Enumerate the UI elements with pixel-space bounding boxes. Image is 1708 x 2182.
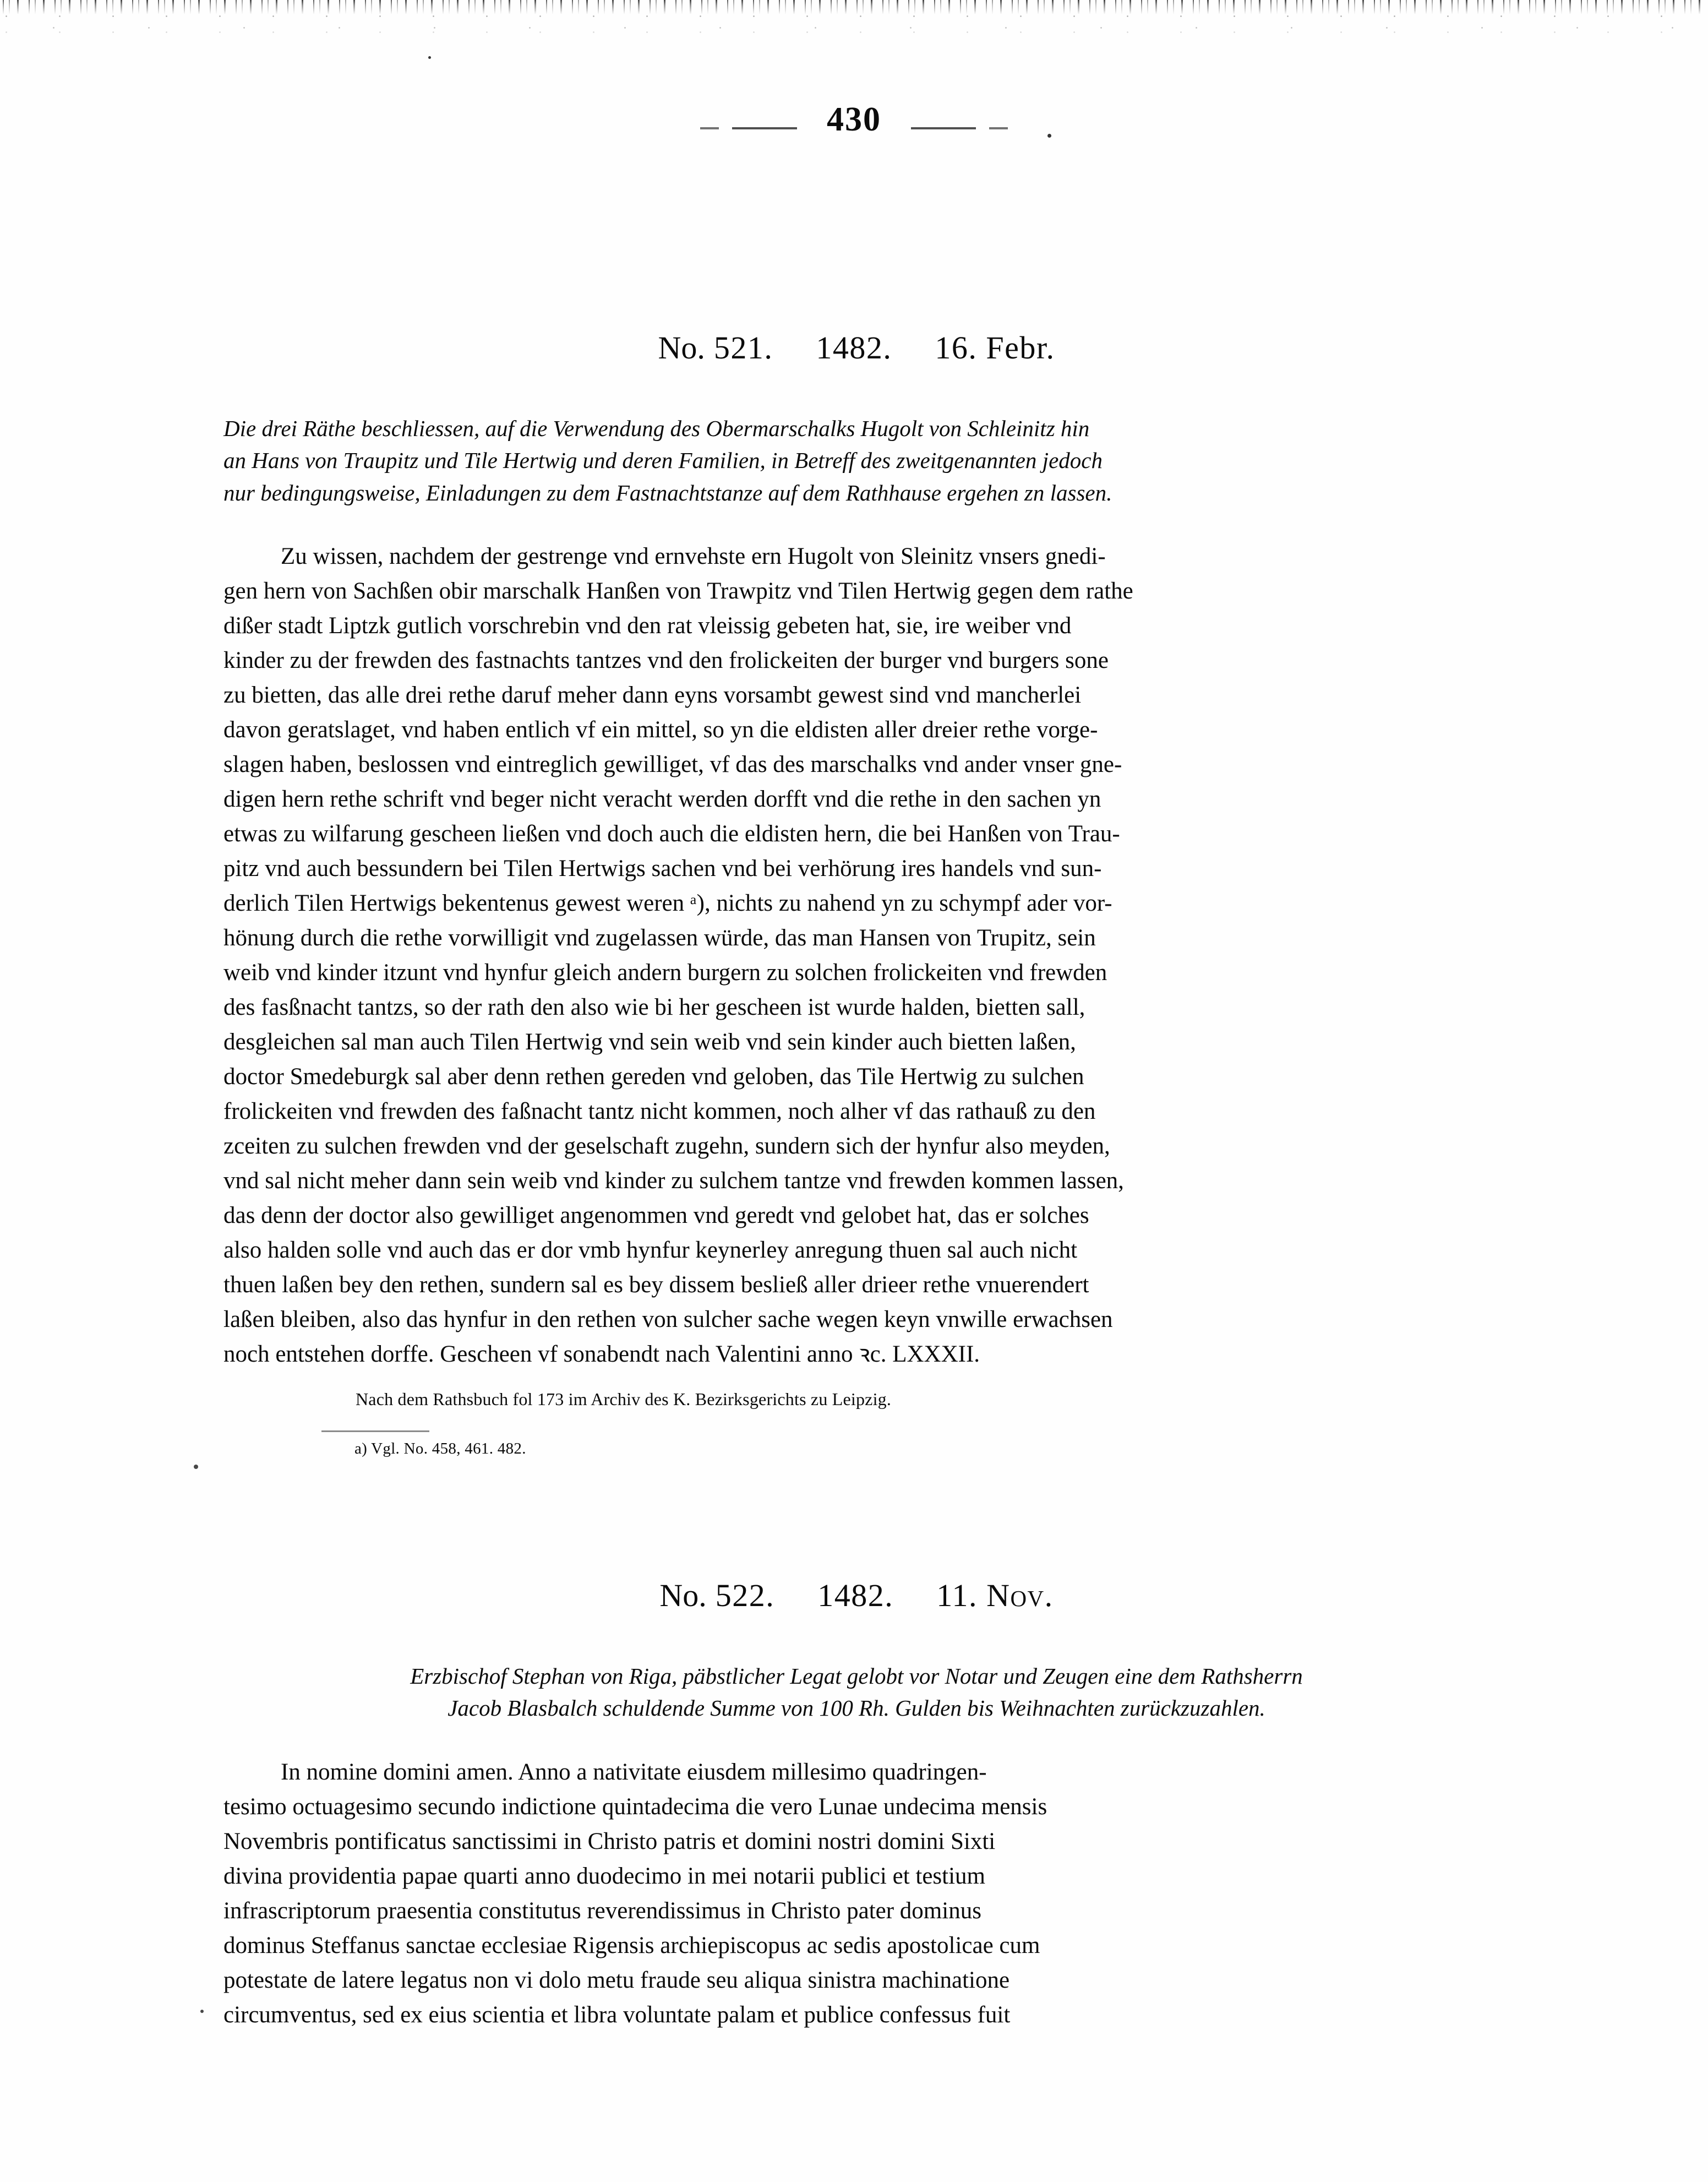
regest-line: Erzbischof Stephan von Riga, päbstlicher Legat gelobt vor Notar und Zeugen eine dem Rathsherrn — [410, 1663, 1303, 1689]
body-line: pitz vnd auch bessundern bei Tilen Hertwigs sachen vnd bei verhörung ires handels vnd sun- — [223, 855, 1102, 881]
entry-heading-521 — [223, 330, 1489, 366]
body-line: vnd sal nicht meher dann sein weib vnd kinder zu sulchem tantze vnd frewden kommen lassen, — [223, 1167, 1124, 1194]
scan-noise-top-edge — [0, 0, 1708, 14]
entry-regest-522 — [223, 1660, 1489, 1724]
ink-fleck — [1047, 134, 1051, 138]
entry-body-521 — [223, 540, 1489, 1372]
charter-entry-522 — [223, 1552, 1489, 2033]
body-line: thuen laßen bey den rethen, sundern sal es bey dissem besließ aller drieer rethe vnuerendert — [223, 1271, 1089, 1298]
body-line: laßen bleiben, also das hynfur in den rethen von sulcher sache wegen keyn vnwille erwachsen — [223, 1306, 1113, 1332]
running-head — [0, 102, 1708, 137]
body-line: digen hern rethe schrift vnd beger nicht veracht werden dorfft vnd die rethe in den sachen yn — [223, 786, 1101, 812]
entry-body-522 — [223, 1755, 1489, 2033]
entry-day: 11. — [936, 1577, 978, 1614]
body-line: Novembris pontificatus sanctissimi in Christo patris et domini nostri domini Sixti — [223, 1828, 996, 1854]
body-line: tesimo octuagesimo secundo indictione quintadecima die vero Lunae undecima mensis — [223, 1793, 1047, 1820]
body-line-with-footnote-marker: derlich Tilen Hertwigs bekentenus gewest weren ᵃ), nichts zu nahend yn zu schympf ader vor- — [223, 890, 1112, 916]
body-line: also halden solle vnd auch das er dor vmb hynfur keynerley anregung thuen sal auch nicht — [223, 1237, 1078, 1263]
regest-line: nur bedingungsweise, Einladungen zu dem Fastnachtstanze auf dem Rathhause ergehen zn lassen. — [223, 480, 1112, 505]
body-line: kinder zu der frewden des fastnachts tantzes vnd den frolickeiten der burger vnd burgers sone — [223, 647, 1109, 673]
body-line: gen hern von Sachßen obir marschalk Hanßen von Trawpitz vnd Tilen Hertwig gegen dem rathe — [223, 578, 1133, 604]
entry-year: 1482. — [817, 1577, 894, 1614]
body-line: zceiten zu sulchen frewden vnd der geselschaft zugehn, sundern sich der hynfur also meyden, — [223, 1133, 1110, 1159]
body-line: desgleichen sal man auch Tilen Hertwig vnd sein weib vnd sein kinder auch bietten laßen, — [223, 1029, 1076, 1055]
marginal-ink-dot — [200, 2010, 204, 2013]
body-line: dominus Steffanus sanctae ecclesiae Rigensis archiepiscopus ac sedis apostolicae cum — [223, 1932, 1040, 1958]
ink-fleck — [428, 56, 431, 59]
regest-line: Jacob Blasbalch schuldende Summe von 100 Rh. Gulden bis Weihnachten zurückzuzahlen. — [448, 1695, 1265, 1721]
body-line: divina providentia papae quarti anno duodecimo in mei notarii publici et testium — [223, 1863, 985, 1889]
entry-heading-522 — [223, 1578, 1489, 1614]
body-line: circumventus, sed ex eius scientia et libra voluntate palam et publice confessus fuit — [223, 2001, 1011, 2028]
entry-number: 521. — [713, 330, 773, 366]
entry-month: Febr. — [986, 330, 1055, 366]
body-line: slagen haben, beslossen vnd eintreglich gewilliget, vf das des marschalks vnd ander vnser gne- — [223, 751, 1122, 777]
body-line: davon geratslaget, vnd haben entlich vf ein mittel, so yn die eldisten aller dreier rethe vorge- — [223, 716, 1098, 743]
charter-entry-521 — [223, 304, 1489, 1460]
body-line: infrascriptorum praesentia constitutus reverendissimus in Christo pater dominus — [223, 1897, 981, 1924]
body-line: das denn der doctor also gewilliget angenommen vnd geredt vnd gelobet hat, das er solches — [223, 1202, 1089, 1228]
body-line: des fasßnacht tantzs, so der rath den also wie bi her gescheen ist wurde halden, bietten sall, — [223, 994, 1085, 1020]
footnote-521-a: a) Vgl. No. 458, 461. 482. — [354, 1440, 526, 1458]
entry-no-label: No. — [658, 330, 705, 366]
regest-line: an Hans von Traupitz und Tile Hertwig und deren Familien, in Betreff des zweitgenannten jedoch — [223, 448, 1103, 474]
body-line: hönung durch die rethe vorwilligit vnd zugelassen würde, das man Hansen von Trupitz, sein — [223, 924, 1096, 951]
body-line: noch entstehen dorffe. Gescheen vf sonabendt nach Valentini anno ꝛc. LXXXII. — [223, 1341, 980, 1367]
body-line: Zu wissen, nachdem der gestrenge vnd ernvehste ern Hugolt von Sleinitz vnsers gnedi- — [281, 543, 1106, 569]
entry-number: 522. — [715, 1577, 775, 1614]
entry-no-label: No. — [659, 1577, 707, 1614]
body-line: potestate de latere legatus non vi dolo metu fraude seu aliqua sinistra machinatione — [223, 1967, 1010, 1993]
body-line: frolickeiten vnd frewden des faßnacht tantz nicht kommen, noch alher vf das rathauß zu den — [223, 1098, 1096, 1124]
entry-regest-521 — [223, 412, 1489, 509]
entry-month: Nov. — [986, 1577, 1054, 1614]
entry-year: 1482. — [816, 330, 892, 366]
scan-noise-speckle — [0, 14, 1708, 47]
regest-line: Die drei Räthe beschliessen, auf die Verwendung des Obermarschalks Hugolt von Schleinitz hin — [223, 416, 1090, 442]
body-line: In nomine domini amen. Anno a nativitate eiusdem millesimo quadringen- — [281, 1759, 987, 1785]
marginal-ink-dot — [194, 1465, 198, 1469]
body-line: zu bietten, das alle drei rethe daruf meher dann eyns vorsambt gewest sind vnd mancherlei — [223, 682, 1082, 708]
entry-day: 16. — [935, 330, 978, 366]
footnote-separator-rule — [321, 1430, 429, 1432]
body-line: weib vnd kinder itzunt vnd hynfur gleich andern burgern zu solchen frolickeiten vnd frewden — [223, 959, 1107, 986]
header-rule-left — [732, 127, 797, 129]
body-line: etwas zu wilfarung gescheen ließen vnd doch auch die eldisten hern, die bei Hanßen von Trau- — [223, 820, 1120, 847]
body-line: doctor Smedeburgk sal aber denn rethen gereden vnd geloben, das Tile Hertwig zu sulchen — [223, 1063, 1084, 1090]
source-note-521: Nach dem Rathsbuch fol 173 im Archiv des K. Bezirksgerichts zu Leipzig. — [356, 1389, 892, 1410]
body-line: dißer stadt Liptzk gutlich vorschrebin vnd den rat vleissig gebeten hat, sie, ire weiber vnd — [223, 612, 1072, 639]
page-number: 430 — [827, 101, 881, 138]
header-rule-right — [911, 127, 976, 129]
